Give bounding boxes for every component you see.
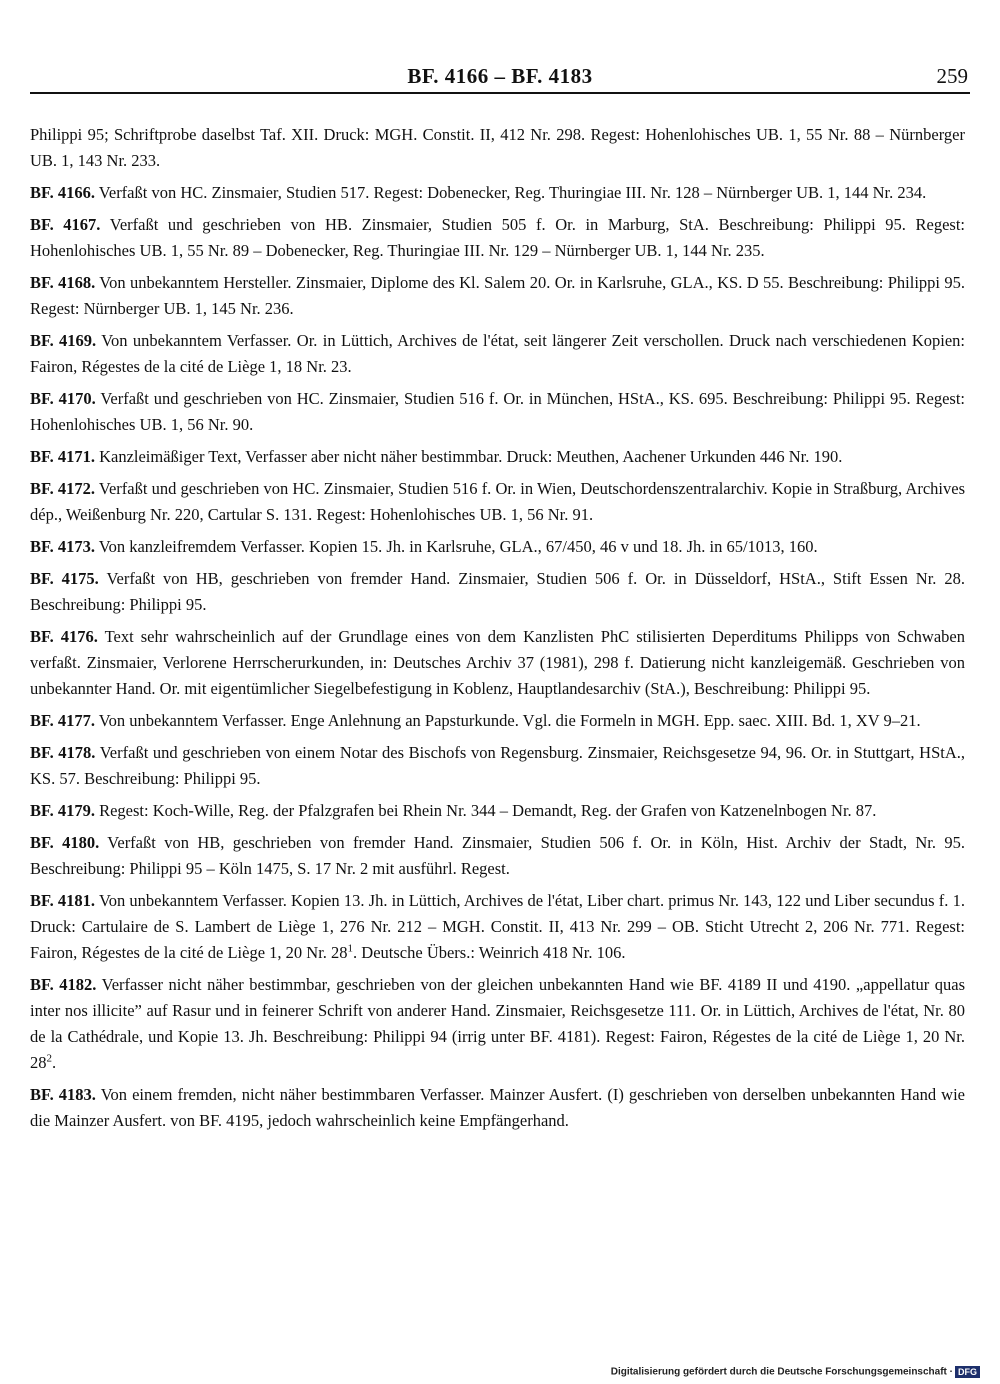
entry-paragraph bbox=[30, 534, 965, 560]
entry-text-tail: . bbox=[52, 1053, 57, 1072]
entry-lead: BF. 4181. bbox=[30, 891, 96, 910]
entry-text: Regest: Koch-Wille, Reg. der Pfalzgrafen bei Rhein Nr. 344 – Demandt, Reg. der Grafen von Katzenelnbogen Nr. 87. bbox=[94, 801, 877, 820]
entry-text: Von unbekanntem Verfasser. Or. in Lüttich, Archives de l'état, seit längerer Zeit verschollen. Druck nach verschiedenen Kopien: Fairon, Régestes de la cité de Liège 1, 18 Nr. 23. bbox=[30, 331, 965, 376]
entry-lead: BF. 4176. bbox=[30, 627, 98, 646]
entry-text: Von unbekanntem Hersteller. Zinsmaier, Diplome des Kl. Salem 20. Or. in Karlsruhe, GLA., KS. D 55. Beschreibung: Philippi 95. Regest: Nürnberger UB. 1, 145 Nr. 236. bbox=[30, 273, 965, 318]
entry-text: Verfaßt von HB, geschrieben von fremder Hand. Zinsmaier, Studien 506 f. Or. in Düsseldorf, HStA., Stift Essen Nr. 28. Beschreibung: Philippi 95. bbox=[30, 569, 965, 614]
running-title: BF. 4166 – BF. 4183 bbox=[407, 64, 593, 88]
entry-paragraph bbox=[30, 180, 965, 206]
entry-lead: BF. 4168. bbox=[30, 273, 96, 292]
entry-paragraph bbox=[30, 270, 965, 322]
entry-lead: BF. 4175. bbox=[30, 569, 99, 588]
dfg-logo: DFG bbox=[955, 1366, 980, 1378]
entry-paragraph bbox=[30, 328, 965, 380]
entry-lead: BF. 4172. bbox=[30, 479, 95, 498]
entry-paragraph bbox=[30, 566, 965, 618]
entry-paragraph bbox=[30, 212, 965, 264]
entry-lead: BF. 4178. bbox=[30, 743, 96, 762]
entry-text: Von einem fremden, nicht näher bestimmbaren Verfasser. Mainzer Ausfert. (I) geschrieben von derselben unbekannten Hand wie die Mainzer Ausfert. von BF. 4195, jedoch wahrscheinlich keine Empfängerhand. bbox=[30, 1085, 966, 1130]
entry-lead: BF. 4182. bbox=[30, 975, 97, 994]
entry-text: Verfasser nicht näher bestimmbar, geschrieben von der gleichen unbekannten Hand wie BF. 4189 II und 4190. „appellatur quas inter nos illicite” auf Rasur und in feinerer Schrift von anderer Hand. Zinsmaier, Reichsgesetze 111. Or. in Lüttich, Archives de l'état, Nr. 80 de la Cathédrale, und Kopie 13. Jh. Beschreibung: Philippi 94 (irrig unter BF. 4181). Regest: Fairon, Régestes de la cité de Liège 1, 20 Nr. 28 bbox=[30, 975, 965, 1072]
entry-lead: BF. 4179. bbox=[30, 801, 95, 820]
entry-lead: BF. 4167. bbox=[30, 215, 101, 234]
entry-text: Kanzleimäßiger Text, Verfasser aber nicht näher bestimmbar. Druck: Meuthen, Aachener Urkunden 446 Nr. 190. bbox=[94, 447, 843, 466]
entry-lead: BF. 4171. bbox=[30, 447, 95, 466]
entry-text: Von unbekanntem Verfasser. Enge Anlehnung an Papsturkunde. Vgl. die Formeln in MGH. Epp. saec. XIII. Bd. 1, XV 9–21. bbox=[94, 711, 921, 730]
entry-text: Verfaßt und geschrieben von einem Notar des Bischofs von Regensburg. Zinsmaier, Reichsgesetze 94, 96. Or. in Stuttgart, HStA., KS. 57. Beschreibung: Philippi 95. bbox=[30, 743, 965, 788]
footnote-marker: 1 bbox=[347, 942, 354, 955]
footer-credit: Digitalisierung gefördert durch die Deutsche Forschungsgemeinschaft · bbox=[610, 1366, 953, 1378]
entry-lead: BF. 4180. bbox=[30, 833, 100, 852]
entry-paragraph bbox=[30, 888, 965, 966]
entry-paragraph bbox=[30, 386, 965, 438]
entry-lead: BF. 4173. bbox=[30, 537, 95, 556]
entry-paragraph bbox=[30, 624, 965, 702]
entry-lead: BF. 4169. bbox=[30, 331, 97, 350]
page-number: 259 bbox=[936, 64, 968, 88]
entry-paragraph bbox=[30, 122, 965, 174]
entry-text: Philippi 95; Schriftprobe daselbst Taf. XII. Druck: MGH. Constit. II, 412 Nr. 298. Regest: Hohenlohisches UB. 1, 55 Nr. 88 – Nürnberger UB. 1, 143 Nr. 233. bbox=[30, 125, 965, 170]
entry-text: Verfaßt von HC. Zinsmaier, Studien 517. Regest: Dobenecker, Reg. Thuringiae III. Nr. 128 – Nürnberger UB. 1, 144 Nr. 234. bbox=[94, 183, 927, 202]
entry-text: Text sehr wahrscheinlich auf der Grundlage eines von dem Kanzlisten PhC stilisierten Deperditums Philipps von Schwaben verfaßt. Zinsmaier, Verlorene Herrscherurkunden, in: Deutsches Archiv 37 (1981), 298 f. Datierung nicht kanzleigemäß. Geschrieben von unbekannter Hand. Or. mit eigentümlicher Siegelbefestigung in Koblenz, Hauptlandesarchiv (StA.), Beschreibung: Philippi 95. bbox=[30, 627, 965, 698]
header-rule bbox=[30, 92, 970, 94]
entry-paragraph bbox=[30, 1082, 965, 1134]
document-body bbox=[30, 122, 965, 1140]
digitization-footer bbox=[600, 1366, 980, 1382]
entry-paragraph bbox=[30, 972, 965, 1076]
entry-text: Verfaßt und geschrieben von HC. Zinsmaier, Studien 516 f. Or. in Wien, Deutschordenszentralarchiv. Kopie in Straßburg, Archives dép., Weißenburg Nr. 220, Cartular S. 131. Regest: Hohenlohisches UB. 1, 56 Nr. 91. bbox=[30, 479, 965, 524]
entry-paragraph bbox=[30, 798, 965, 824]
page-header bbox=[30, 58, 970, 94]
entry-paragraph bbox=[30, 740, 965, 792]
entry-text: Von kanzleifremdem Verfasser. Kopien 15. Jh. in Karlsruhe, GLA., 67/450, 46 v und 18. Jh. in 65/1013, 160. bbox=[94, 537, 818, 556]
entry-paragraph bbox=[30, 708, 965, 734]
entry-text: Verfaßt und geschrieben von HC. Zinsmaier, Studien 516 f. Or. in München, HStA., KS. 695. Beschreibung: Philippi 95. Regest: Hohenlohisches UB. 1, 56 Nr. 90. bbox=[30, 389, 965, 434]
entry-text: Verfaßt von HB, geschrieben von fremder Hand. Zinsmaier, Studien 506 f. Or. in Köln, Hist. Archiv der Stadt, Nr. 95. Beschreibung: Philippi 95 – Köln 1475, S. 17 Nr. 2 mit ausführl. Regest. bbox=[30, 833, 965, 878]
entry-text: Von unbekanntem Verfasser. Kopien 13. Jh. in Lüttich, Archives de l'état, Liber chart. primus Nr. 143, 122 und Liber secundus f. 1. Druck: Cartulaire de S. Lambert de Liège 1, 276 Nr. 212 – MGH. Constit. II, 413 Nr. 299 – OB. Sticht Utrecht 2, 206 Nr. 771. Regest: Fairon, Régestes de la cité de Liège 1, 20 Nr. 28 bbox=[30, 891, 965, 962]
entry-paragraph bbox=[30, 476, 965, 528]
entry-paragraph bbox=[30, 444, 965, 470]
entry-lead: BF. 4170. bbox=[30, 389, 96, 408]
entry-lead: BF. 4166. bbox=[30, 183, 95, 202]
footnote-marker: 2 bbox=[46, 1052, 52, 1065]
entry-paragraph bbox=[30, 830, 965, 882]
entry-lead: BF. 4177. bbox=[30, 711, 95, 730]
entry-text-tail: . Deutsche Übers.: Weinrich 418 Nr. 106. bbox=[353, 943, 626, 962]
entry-text: Verfaßt und geschrieben von HB. Zinsmaier, Studien 505 f. Or. in Marburg, StA. Beschreibung: Philippi 95. Regest: Hohenlohisches UB. 1, 55 Nr. 89 – Dobenecker, Reg. Thuringiae III. Nr. 129 – Nürnberger UB. 1, 144 Nr. 235. bbox=[30, 215, 965, 260]
entry-lead: BF. 4183. bbox=[30, 1085, 96, 1104]
